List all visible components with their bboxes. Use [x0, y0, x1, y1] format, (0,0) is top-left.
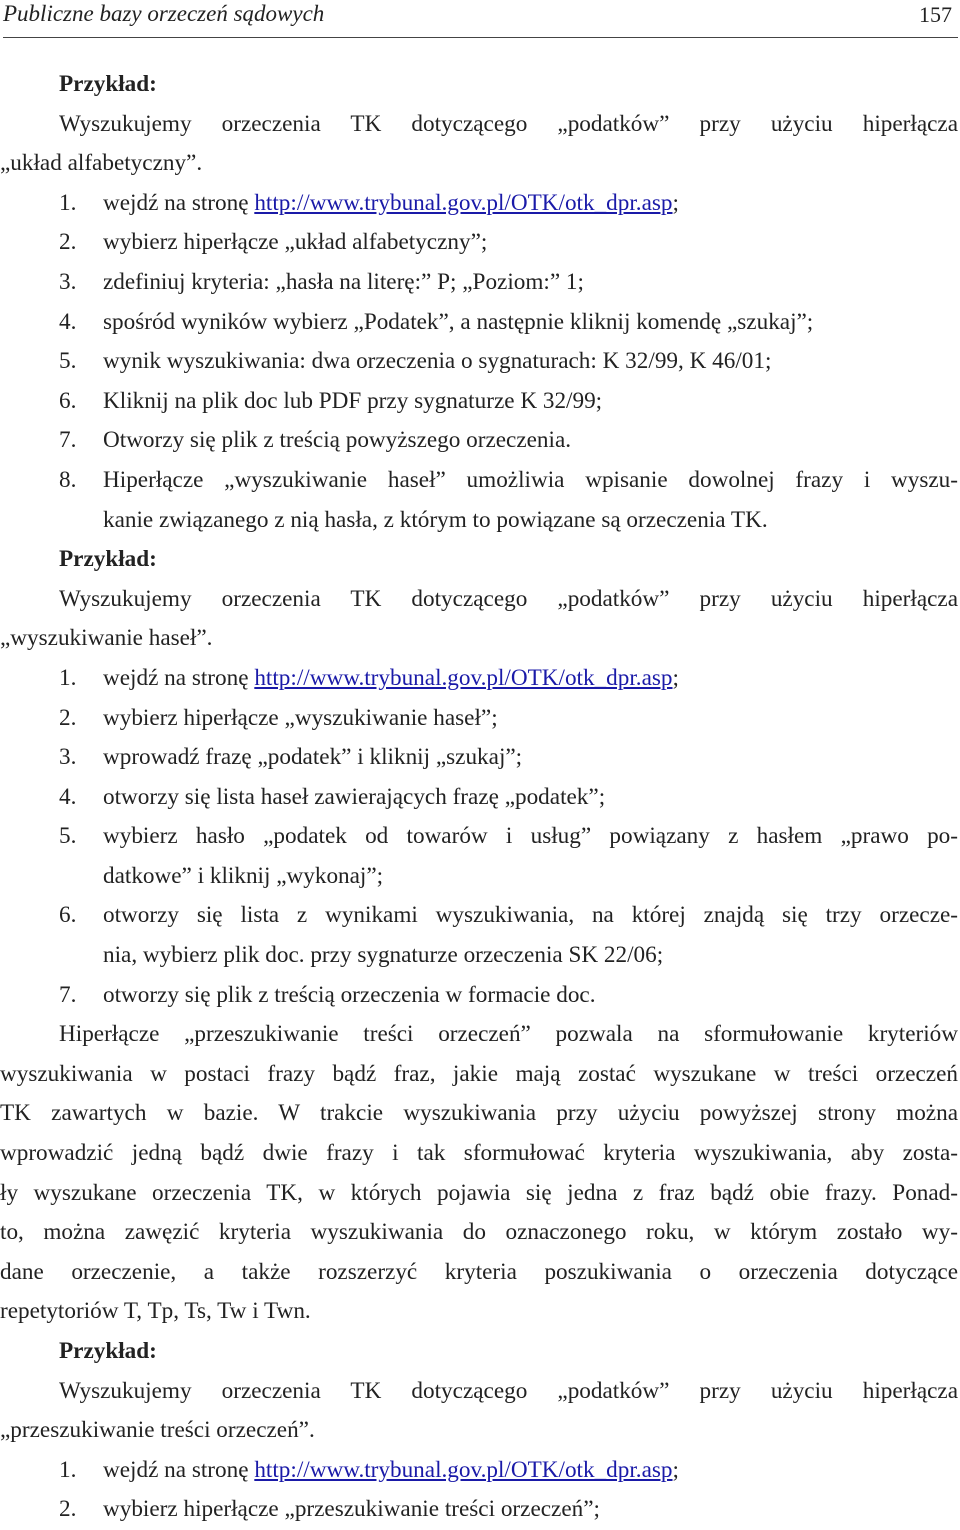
header-rule [3, 37, 958, 38]
body-paragraph [0, 1015, 958, 1332]
step-text: wybierz hasło „podatek od towarów i usług” powiązany z hasłem „prawo po- [103, 823, 958, 850]
step-text: wybierz hiperłącze „przeszukiwanie treści orzeczeń”; [103, 1496, 600, 1523]
step-number: 5. [59, 823, 77, 850]
step-text: otworzy się lista z wynikami wyszukiwania, na której znajdą się trzy orzecze- [103, 902, 958, 929]
example-intro-line: „przeszukiwanie treści orzeczeń”. [0, 1417, 315, 1444]
example-intro-line: Wyszukujemy orzeczenia TK dotyczącego „podatków” przy użyciu hiperłącza [59, 110, 958, 137]
paragraph-line: dane orzeczenie, a także rozszerzyć kryteria poszukiwania o orzeczenia dotyczące [0, 1258, 958, 1285]
step-number: 8. [59, 466, 77, 493]
step-text: Hiperłącze „wyszukiwanie haseł” umożliwia wpisanie dowolnej frazy i wyszu- [103, 466, 958, 493]
example-label: Przykład: [59, 71, 157, 97]
paragraph-line: Hiperłącze „przeszukiwanie treści orzeczeń” pozwala na sformułowanie kryteriów [59, 1021, 958, 1048]
step-number: 5. [59, 348, 77, 375]
step-number: 1. [59, 1456, 77, 1483]
paragraph-line: to, można zawęzić kryteria wyszukiwania do oznaczonego roku, w którym zostało wy- [0, 1219, 958, 1246]
list-item [0, 342, 958, 382]
example-intro-line: Wyszukujemy orzeczenia TK dotyczącego „podatków” przy użyciu hiperłącza [59, 1377, 958, 1404]
step-text: otworzy się lista haseł zawierających frazę „podatek”; [103, 783, 606, 810]
step-number: 2. [59, 704, 77, 731]
paragraph-line: TK zawartych w bazie. W trakcie wyszukiwania przy użyciu powyższej strony można [0, 1100, 958, 1127]
url-link[interactable]: http://www.trybunal.gov.pl/OTK/otk_dpr.asp [254, 189, 673, 216]
step-text: otworzy się plik z treścią orzeczenia w formacie doc. [103, 981, 596, 1008]
running-title: Publiczne bazy orzeczeń sądowych [3, 1, 325, 26]
list-item [0, 421, 958, 461]
step-number: 4. [59, 783, 77, 810]
paragraph-line: wyszukiwania w postaci frazy bądź fraz, jakie mają zostać wyszukane w treści orzeczeń [0, 1060, 958, 1087]
list-item [0, 303, 958, 343]
paragraph-line: repetytoriów T, Tp, Ts, Tw i Twn. [0, 1298, 311, 1325]
step-text: kanie związanego z nią hasła, z którym to powiązane są orzeczenia TK. [103, 506, 768, 533]
list-item [0, 896, 958, 975]
steps-list [0, 184, 958, 540]
list-item [0, 263, 958, 303]
list-item [0, 1490, 958, 1530]
list-item [0, 699, 958, 739]
step-number: 3. [59, 744, 77, 771]
example-intro-line: Wyszukujemy orzeczenia TK dotyczącego „podatków” przy użyciu hiperłącza [59, 585, 958, 612]
steps-list [0, 1451, 958, 1530]
step-number: 4. [59, 308, 77, 335]
step-text: Kliknij na plik doc lub PDF przy sygnaturze K 32/99; [103, 387, 603, 414]
step-number: 3. [59, 268, 77, 295]
step-text: ; [672, 664, 679, 691]
step-text: wybierz hiperłącze „układ alfabetyczny”; [103, 229, 488, 256]
list-item [0, 778, 958, 818]
list-item [0, 184, 958, 224]
list-item [0, 817, 958, 896]
list-item [0, 461, 958, 540]
step-text: ; [672, 1456, 679, 1483]
step-text: ; [672, 189, 679, 216]
step-number: 6. [59, 387, 77, 414]
list-item [0, 976, 958, 1016]
step-text: wejdź na stronę [103, 1456, 255, 1483]
paragraph-line: wprowadzić jedną bądź dwie frazy i tak sformułować kryteria wyszukiwania, aby zosta- [0, 1140, 958, 1167]
step-number: 1. [59, 189, 77, 216]
step-text: Otworzy się plik z treścią powyższego orzeczenia. [103, 427, 572, 454]
step-number: 2. [59, 1496, 77, 1523]
step-number: 1. [59, 664, 77, 691]
steps-list [0, 659, 958, 1015]
page-number: 157 [919, 2, 952, 27]
step-text: zdefiniuj kryteria: „hasła na literę:” P; „Poziom:” 1; [103, 268, 584, 295]
page-header [3, 0, 955, 38]
list-item [0, 382, 958, 422]
list-item [0, 1451, 958, 1491]
step-number: 2. [59, 229, 77, 256]
example-intro-line: „układ alfabetyczny”. [0, 150, 203, 177]
url-link[interactable]: http://www.trybunal.gov.pl/OTK/otk_dpr.asp [254, 664, 673, 691]
example-intro-line: „wyszukiwanie haseł”. [0, 625, 213, 652]
list-item [0, 738, 958, 778]
step-number: 6. [59, 902, 77, 929]
url-link[interactable]: http://www.trybunal.gov.pl/OTK/otk_dpr.asp [254, 1456, 673, 1483]
step-text: wejdź na stronę [103, 664, 255, 691]
step-number: 7. [59, 981, 77, 1008]
step-text: wybierz hiperłącze „wyszukiwanie haseł”; [103, 704, 498, 731]
step-text: nia, wybierz plik doc. przy sygnaturze orzeczenia SK 22/06; [103, 942, 664, 969]
example-label: Przykład: [59, 1338, 157, 1364]
step-text: datkowe” i kliknij „wykonaj”; [103, 862, 384, 889]
paragraph-line: ły wyszukane orzeczenia TK, w których pojawia się jedna z fraz bądź obie frazy. Ponad- [0, 1179, 958, 1206]
page-body [0, 65, 958, 1530]
step-number: 7. [59, 427, 77, 454]
step-text: wprowadź frazę „podatek” i kliknij „szukaj”; [103, 744, 523, 771]
list-item [0, 223, 958, 263]
step-text: spośród wyników wybierz „Podatek”, a następnie kliknij komendę „szukaj”; [103, 308, 814, 335]
step-text: wejdź na stronę [103, 189, 255, 216]
example-label: Przykład: [59, 546, 157, 573]
step-text: wynik wyszukiwania: dwa orzeczenia o sygnaturach: K 32/99, K 46/01; [103, 348, 772, 375]
list-item [0, 659, 958, 699]
